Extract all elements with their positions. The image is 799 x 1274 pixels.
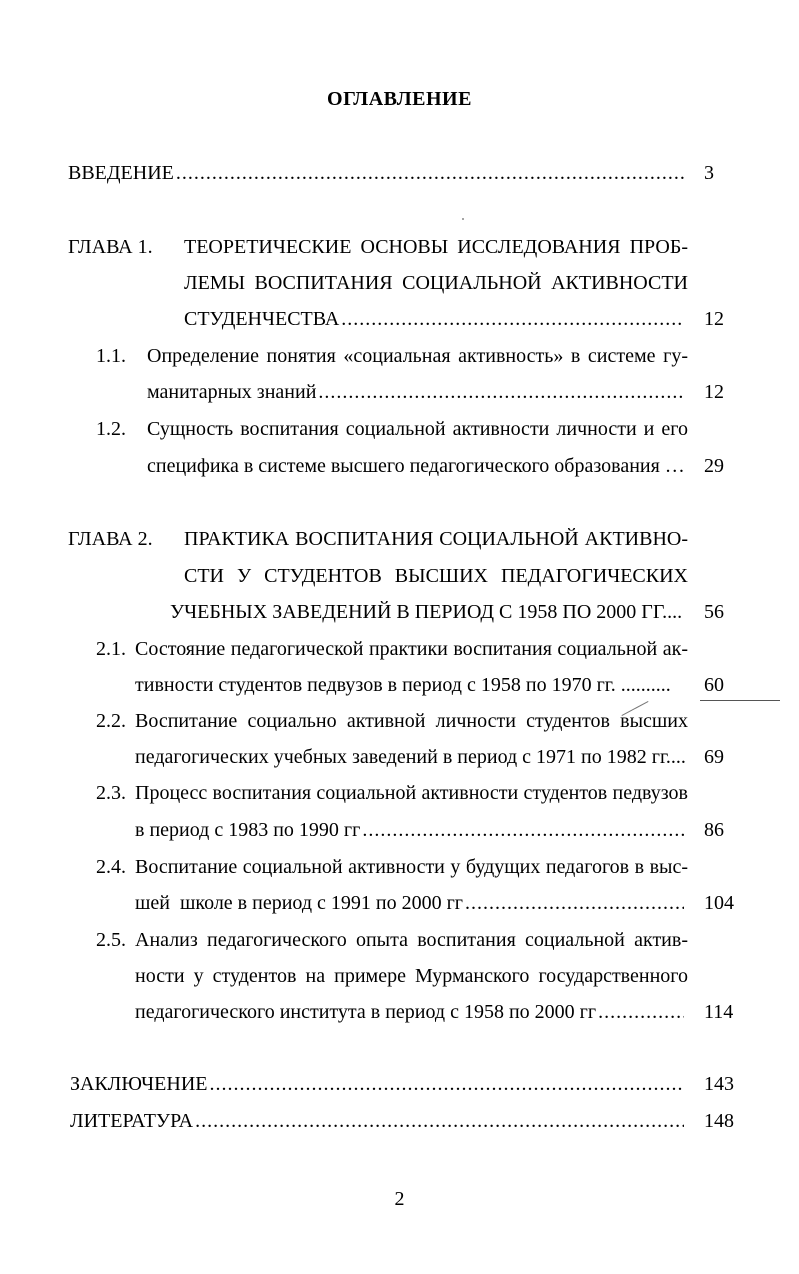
toc-page-number: 86 xyxy=(704,819,724,841)
section-title-line: шей школе в период с 1991 по 2000 гг xyxy=(135,892,463,914)
toc-entry-label: ЗАКЛЮЧЕНИЕ xyxy=(70,1073,208,1095)
leader-dots xyxy=(362,815,684,845)
section-number: 2.4. xyxy=(96,856,126,878)
section-number: 2.3. xyxy=(96,782,126,804)
toc-entry-section[interactable] xyxy=(135,815,684,845)
toc-entry-section[interactable] xyxy=(147,377,684,407)
toc-entry-chapter1[interactable] xyxy=(184,304,684,334)
toc-page-number: 104 xyxy=(704,892,734,914)
chapter-title-line[interactable]: ПРАКТИКА ВОСПИТАНИЯ СОЦИАЛЬНОЙ АКТИВНО- xyxy=(184,528,688,550)
toc-page-number: 60 xyxy=(704,674,724,696)
section-title-line[interactable]: Процесс воспитания социальной активности студентов педвузов xyxy=(135,782,688,804)
leader-dots xyxy=(209,1069,684,1099)
pencil-mark xyxy=(700,700,780,701)
section-title-line[interactable]: ности у студентов на примере Мурманского государственного xyxy=(135,965,688,987)
toc-entry-label: ЛИТЕРАТУРА xyxy=(70,1110,194,1132)
page-title: ОГЛАВЛЕНИЕ xyxy=(327,88,472,110)
toc-entry-conclusion[interactable] xyxy=(70,1069,684,1099)
chapter-title-line[interactable]: ЛЕМЫ ВОСПИТАНИЯ СОЦИАЛЬНОЙ АКТИВНОСТИ xyxy=(184,272,688,294)
toc-page-number: 12 xyxy=(704,308,724,330)
section-title-line[interactable]: Анализ педагогического опыта воспитания социальной актив- xyxy=(135,929,688,951)
chapter-number: ГЛАВА 2. xyxy=(68,528,153,550)
chapter-title-line: СТУДЕНЧЕСТВА xyxy=(184,308,340,330)
toc-entry-literature[interactable] xyxy=(70,1106,684,1136)
chapter-number: ГЛАВА 1. xyxy=(68,236,153,258)
scan-fleck xyxy=(462,218,464,220)
leader-dots xyxy=(195,1106,684,1136)
toc-page-number: 148 xyxy=(704,1110,734,1132)
leader-dots xyxy=(318,377,684,407)
toc-page-number: 29 xyxy=(704,455,724,477)
section-number: 2.2. xyxy=(96,710,126,732)
leader-dots xyxy=(465,888,684,918)
section-title-line: манитарных знаний xyxy=(147,381,317,403)
section-number: 1.2. xyxy=(96,418,126,440)
section-title-line[interactable]: Сущность воспитания социальной активности личности и его xyxy=(147,418,688,440)
toc-page-number: 3 xyxy=(704,162,714,184)
section-title-line[interactable]: Воспитание социально активной личности студентов высших xyxy=(135,710,688,732)
section-title-line[interactable]: специфика в системе высшего педагогического образования … xyxy=(147,455,685,477)
toc-page-number: 12 xyxy=(704,381,724,403)
section-number: 1.1. xyxy=(96,345,126,367)
toc-entry-intro[interactable] xyxy=(68,158,684,188)
leader-dots xyxy=(598,997,684,1027)
section-title-line[interactable]: тивности студентов педвузов в период с 1958 по 1970 гг. .......... xyxy=(135,674,671,696)
section-title-line: в период с 1983 по 1990 гг xyxy=(135,819,361,841)
section-title-line: педагогического института в период с 1958 по 2000 гг xyxy=(135,1001,597,1023)
toc-page-number: 56 xyxy=(704,601,724,623)
chapter-title-line[interactable]: ТЕОРЕТИЧЕСКИЕ ОСНОВЫ ИССЛЕДОВАНИЯ ПРОБ- xyxy=(184,236,688,258)
leader-dots xyxy=(341,304,684,334)
toc-entry-section[interactable] xyxy=(135,997,684,1027)
toc-entry-section[interactable] xyxy=(135,888,684,918)
section-title-line[interactable]: педагогических учебных заведений в период с 1971 по 1982 гг.... xyxy=(135,746,686,768)
page-number: 2 xyxy=(394,1188,405,1210)
toc-page-number: 143 xyxy=(704,1073,734,1095)
toc-page-number: 69 xyxy=(704,746,724,768)
chapter-title-line[interactable]: УЧЕБНЫХ ЗАВЕДЕНИЙ В ПЕРИОД С 1958 ПО 2000 ГГ.... xyxy=(170,601,683,623)
section-title-line[interactable]: Определение понятия «социальная активность» в системе гу- xyxy=(147,345,688,367)
section-title-line[interactable]: Воспитание социальной активности у будущих педагогов в выс- xyxy=(135,856,688,878)
toc-page-number: 114 xyxy=(704,1001,734,1023)
section-number: 2.5. xyxy=(96,929,126,951)
chapter-title-line[interactable]: СТИ У СТУДЕНТОВ ВЫСШИХ ПЕДАГОГИЧЕСКИХ xyxy=(184,565,688,587)
toc-entry-label: ВВЕДЕНИЕ xyxy=(68,162,174,184)
section-number: 2.1. xyxy=(96,638,126,660)
section-title-line[interactable]: Состояние педагогической практики воспитания социальной ак- xyxy=(135,638,688,660)
leader-dots xyxy=(176,158,684,188)
